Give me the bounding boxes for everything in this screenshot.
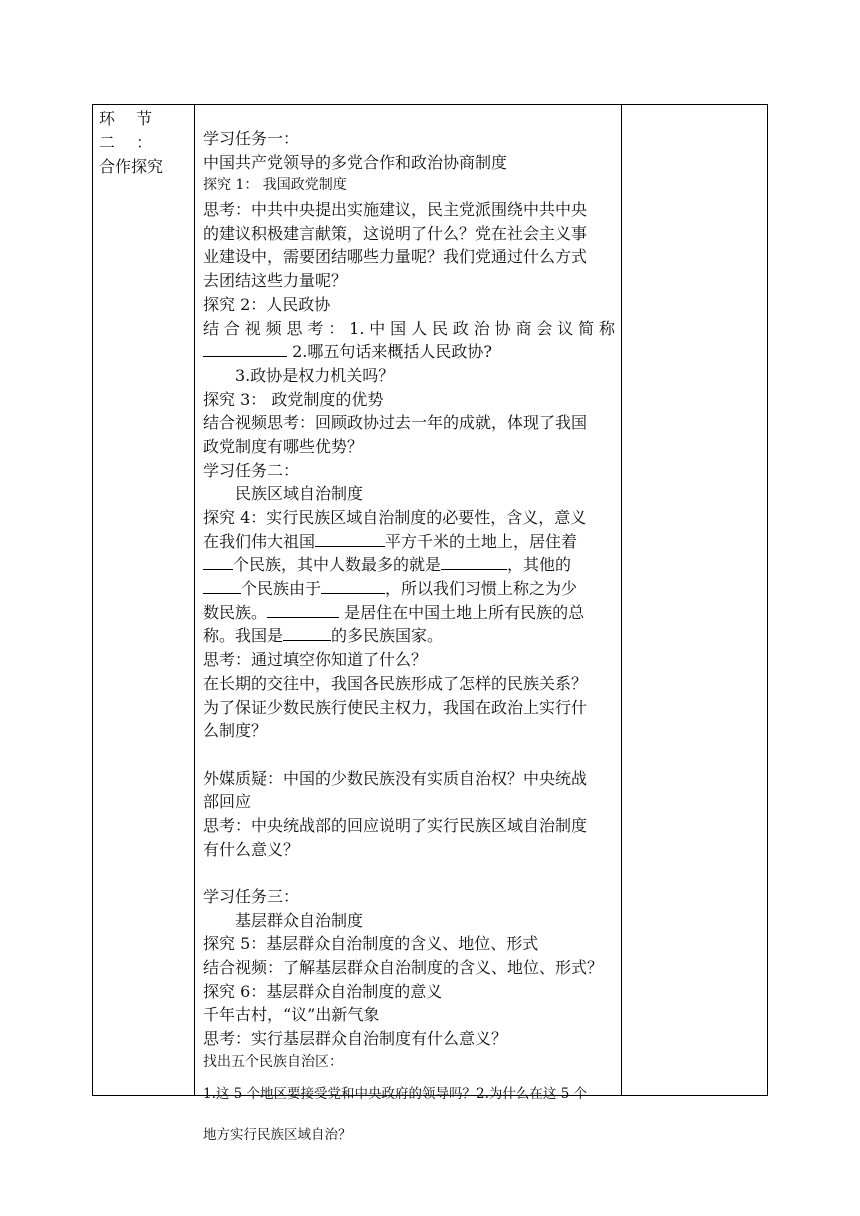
stage-label-cell xyxy=(99,107,191,179)
inquiry6-think: 思考：实行基层群众自治制度有什么意义？ xyxy=(203,1029,508,1049)
task2-subtitle: 民族区域自治制度 xyxy=(235,484,364,504)
task3-title: 学习任务三： xyxy=(203,887,300,906)
inquiry4-line6 xyxy=(203,624,615,648)
inquiry4-line2-a: 在我们伟大祖国 xyxy=(203,531,316,551)
task2-title: 学习任务二： xyxy=(203,460,300,480)
lesson-table xyxy=(92,104,768,1144)
inquiry6-line1: 千年古村，“议”出新气象 xyxy=(203,1005,380,1025)
inquiry6-title: 探究 6：基层群众自治制度的意义 xyxy=(203,981,443,1001)
inquiry1-think-line1: 思考：中共中央提出实施建议，民主党派围绕中共中央 xyxy=(203,200,588,220)
inquiry2-line2 xyxy=(203,340,615,364)
inquiry5-line1: 结合视频：了解基层群众自治制度的含义、地位、形式？ xyxy=(203,958,604,978)
inquiry1-title: 探究 1： 我国政党制度 xyxy=(203,177,347,194)
blank-underline xyxy=(203,554,233,570)
foreign-think-line2: 有什么意义？ xyxy=(203,839,300,859)
inquiry3-title: 探究 3： 政党制度的优势 xyxy=(203,389,384,409)
inquiry1-think-line2: 的建议积极建言献策，这说明了什么？党在社会主义事 xyxy=(203,223,588,243)
inquiry2-title: 探究 2：人民政协 xyxy=(203,294,331,314)
blank-underline xyxy=(267,602,339,618)
task3-subtitle: 基层群众自治制度 xyxy=(235,910,364,930)
inquiry2-line1: 结合视频思考：1.中国人民政治协商会议简称 xyxy=(203,318,615,338)
inquiry4-think: 思考：通过填空你知道了什么？ xyxy=(203,650,428,670)
stage-label-line2: 合作探究 xyxy=(99,157,164,176)
inquiry4-line1: 探究 4：实行民族区域自治制度的必要性，含义，意义 xyxy=(203,508,587,527)
blank-underline xyxy=(283,625,331,641)
inquiry4-question1: 在长期的交往中，我国各民族形成了怎样的民族关系？ xyxy=(203,673,588,693)
blank-underline xyxy=(441,554,507,570)
foreign-think-line1: 思考：中央统战部的回应说明了实行民族区域自治制度 xyxy=(203,815,588,835)
inquiry3-line1: 结合视频思考：回顾政协过去一年的成就，体现了我国 xyxy=(203,413,588,433)
inquiry4-line3-a: 个民族，其中人数最多的就是 xyxy=(233,555,442,575)
spacer xyxy=(203,743,615,767)
column-divider-1 xyxy=(194,105,195,1095)
extra-line1: 1.这 5 个地区要接受党和中央政府的领导吗？2.为什么在这 5 个 xyxy=(203,1085,588,1102)
extra-line2: 地方实行民族区域自治？ xyxy=(203,1127,352,1144)
inquiry4-line2 xyxy=(203,530,615,554)
task1-subtitle: 中国共产党领导的多党合作和政治协商制度 xyxy=(203,152,508,172)
inquiry1-think-line4: 去团结这些力量呢？ xyxy=(203,271,348,291)
inquiry4-question2-line1: 为了保证少数民族行使民主权力，我国在政治上实行什 xyxy=(203,697,588,717)
inquiry4-line4-a: 个民族由于 xyxy=(241,579,322,599)
foreign-media-line2: 部回应 xyxy=(203,792,252,812)
inquiry2-line2-text: 2.哪五句话来概括人民政协? xyxy=(287,342,492,362)
inquiry5-title: 探究 5：基层群众自治制度的含义、地位、形式 xyxy=(203,934,539,954)
task1-title: 学习任务一： xyxy=(203,129,300,148)
blank-underline xyxy=(321,578,385,594)
inquiry4-line6-b: 的多民族国家。 xyxy=(331,626,444,646)
inquiry4-line3-b: ，其他的 xyxy=(507,555,572,575)
blank-underline xyxy=(203,341,287,357)
inquiry3-line2: 政党制度有哪些优势？ xyxy=(203,436,364,456)
inquiry4-line2-b: 平方千米的土地上，居住着 xyxy=(385,531,578,551)
inquiry2-line3: 3.政协是权力机关吗？ xyxy=(235,365,395,385)
blank-underline xyxy=(203,578,241,594)
stage-label-line1: 环 节 二 ： xyxy=(99,109,161,152)
inquiry1-think-line3: 业建设中，需要团结哪些力量呢？我们党通过什么方式 xyxy=(203,247,588,267)
inquiry4-line5 xyxy=(203,601,615,625)
inquiry4-line4 xyxy=(203,577,615,601)
extra-title: 找出五个民族自治区： xyxy=(203,1053,343,1070)
inquiry4-line4-b: ，所以我们习惯上称之为少 xyxy=(385,579,578,599)
inquiry4-line6-a: 称。我国是 xyxy=(203,626,284,646)
column-divider-2 xyxy=(621,105,622,1095)
foreign-media-line1: 外媒质疑：中国的少数民族没有实质自治权？中央统战 xyxy=(203,768,588,788)
inquiry4-line3 xyxy=(203,553,615,577)
content-cell xyxy=(203,127,615,1148)
blank-underline xyxy=(315,531,385,547)
spacer xyxy=(203,861,615,885)
inquiry4-question2-line2: 么制度？ xyxy=(203,721,268,741)
inquiry4-line5-b: 是居住在中国土地上所有民族的总 xyxy=(339,602,585,622)
inquiry4-line5-a: 数民族。 xyxy=(203,602,268,622)
